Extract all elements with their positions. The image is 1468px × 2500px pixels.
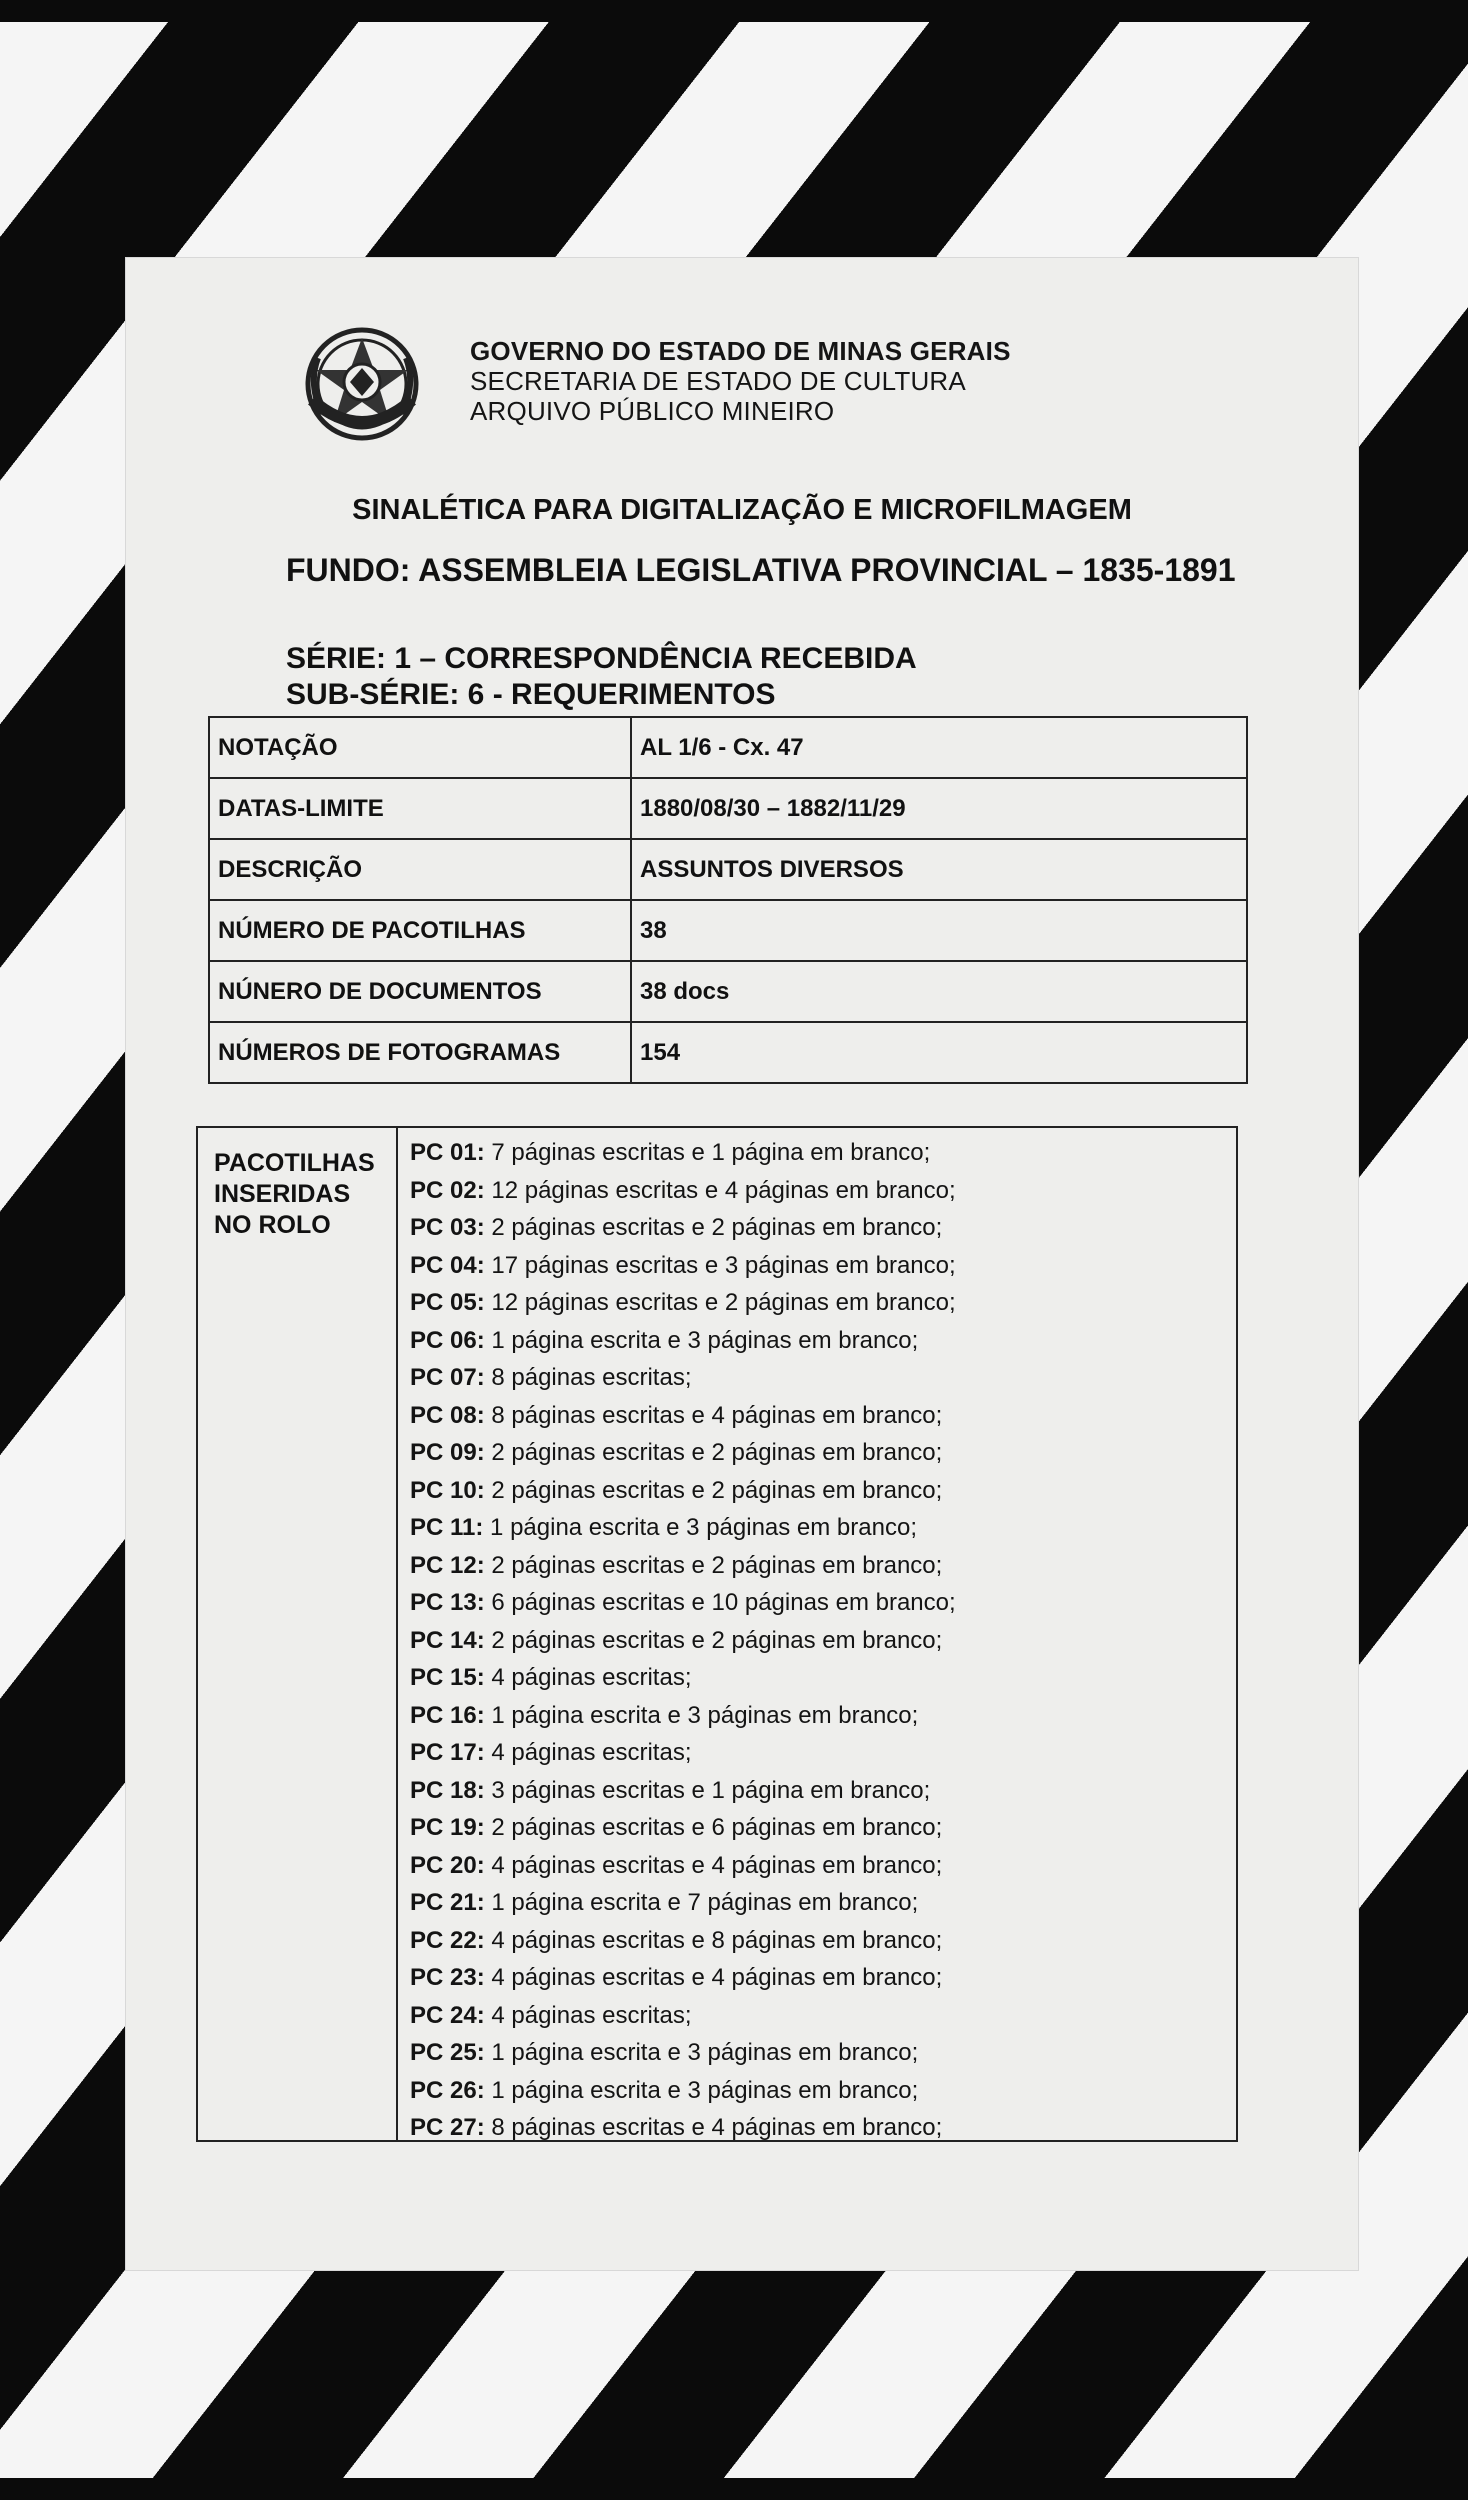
row-label: NÚNERO DE DOCUMENTOS <box>209 961 631 1022</box>
pc-text: 2 páginas escritas e 2 páginas em branco; <box>491 1439 943 1466</box>
list-item <box>410 1547 1230 1585</box>
row-value: ASSUNTOS DIVERSOS <box>631 839 1247 900</box>
list-item <box>410 2034 1230 2072</box>
pc-code: PC 13: <box>410 1589 485 1616</box>
pacotilhas-label: PACOTILHAS INSERIDAS NO ROLO <box>198 1128 398 2140</box>
list-item <box>410 1847 1230 1885</box>
pc-text: 1 página escrita e 3 páginas em branco; <box>491 1326 919 1354</box>
list-item <box>410 1809 1230 1847</box>
table-row <box>209 900 1247 961</box>
pc-code: PC 27: <box>410 2114 485 2141</box>
pc-code: PC 05: <box>410 1289 485 1316</box>
pc-code: PC 09: <box>410 1439 485 1466</box>
pc-code: PC 01: <box>410 1139 485 1166</box>
row-value: AL 1/6 - Cx. 47 <box>631 717 1247 778</box>
table-row <box>209 717 1247 778</box>
pc-code: PC 22: <box>410 1926 485 1954</box>
pc-text: 3 páginas escritas e 1 página em branco; <box>491 1776 931 1804</box>
frame-border-top <box>0 0 1468 22</box>
pc-text: 1 página escrita e 7 páginas em branco; <box>491 1889 919 1916</box>
pc-code: PC 07: <box>410 1364 485 1391</box>
secretariat-name: SECRETARIA DE ESTADO DE CULTURA <box>470 366 966 396</box>
subserie-heading: SUB-SÉRIE: 6 - REQUERIMENTOS <box>286 678 776 711</box>
table-row <box>209 1022 1247 1083</box>
list-item <box>410 1284 1230 1322</box>
government-name: GOVERNO DO ESTADO DE MINAS GERAIS <box>470 336 1011 366</box>
pc-code: PC 21: <box>410 1889 485 1916</box>
list-item <box>410 2072 1230 2110</box>
list-item <box>410 1884 1230 1922</box>
list-item <box>410 1359 1230 1397</box>
list-item <box>410 1172 1230 1210</box>
pc-text: 8 páginas escritas e 4 páginas em branco; <box>491 1401 943 1429</box>
fundo-heading: FUNDO: ASSEMBLEIA LEGISLATIVA PROVINCIAL – 1835-1891 <box>286 552 1236 588</box>
row-label: NÚMERO DE PACOTILHAS <box>209 900 631 961</box>
info-table <box>208 716 1248 1084</box>
list-item <box>410 1472 1230 1510</box>
list-item <box>410 1397 1230 1435</box>
document-sheet <box>126 258 1358 2270</box>
list-item <box>410 1322 1230 1360</box>
pc-text: 8 páginas escritas e 4 páginas em branco; <box>491 2114 943 2141</box>
list-item <box>410 1697 1230 1735</box>
pc-text: 2 páginas escritas e 2 páginas em branco; <box>491 1476 943 1504</box>
pc-text: 7 páginas escritas e 1 página em branco; <box>491 1139 931 1166</box>
pc-text: 4 páginas escritas; <box>491 2001 692 2029</box>
pc-code: PC 15: <box>410 1664 485 1691</box>
row-label: DESCRIÇÃO <box>209 839 631 900</box>
row-label: DATAS-LIMITE <box>209 778 631 839</box>
pacotilhas-table <box>196 1126 1238 2142</box>
pc-text: 6 páginas escritas e 10 páginas em branco; <box>491 1589 956 1616</box>
institution-block <box>470 336 1011 426</box>
list-item <box>410 1134 1230 1172</box>
pc-text: 2 páginas escritas e 2 páginas em branco; <box>491 1626 943 1654</box>
pc-code: PC 24: <box>410 2001 485 2029</box>
pc-text: 2 páginas escritas e 2 páginas em branco; <box>491 1214 943 1241</box>
row-value: 154 <box>631 1022 1247 1083</box>
pc-code: PC 12: <box>410 1551 485 1579</box>
row-label: NOTAÇÃO <box>209 717 631 778</box>
table-row <box>209 839 1247 900</box>
pc-text: 4 páginas escritas e 8 páginas em branco; <box>491 1926 943 1954</box>
pc-text: 4 páginas escritas e 4 páginas em branco; <box>491 1851 943 1879</box>
pc-text: 12 páginas escritas e 4 páginas em branco; <box>491 1176 956 1204</box>
pc-code: PC 02: <box>410 1176 485 1204</box>
list-item <box>410 1509 1230 1547</box>
list-item <box>410 1734 1230 1772</box>
row-value: 38 docs <box>631 961 1247 1022</box>
pc-text: 4 páginas escritas; <box>491 1739 692 1766</box>
pc-text: 2 páginas escritas e 6 páginas em branco; <box>491 1814 943 1841</box>
pc-text: 2 páginas escritas e 2 páginas em branco; <box>491 1551 943 1579</box>
list-item <box>410 1659 1230 1697</box>
pc-code: PC 20: <box>410 1851 485 1879</box>
archive-name: ARQUIVO PÚBLICO MINEIRO <box>470 396 835 426</box>
pc-text: 17 páginas escritas e 3 páginas em branco; <box>491 1251 956 1279</box>
pc-code: PC 03: <box>410 1214 485 1241</box>
list-item <box>410 1584 1230 1622</box>
pc-code: PC 25: <box>410 2039 485 2066</box>
pc-text: 8 páginas escritas; <box>491 1364 692 1391</box>
pc-text: 12 páginas escritas e 2 páginas em branco; <box>491 1289 956 1316</box>
list-item <box>410 1772 1230 1810</box>
list-item <box>410 1209 1230 1247</box>
pc-code: PC 18: <box>410 1776 485 1804</box>
pc-code: PC 19: <box>410 1814 485 1841</box>
pc-text: 1 página escrita e 3 páginas em branco; <box>490 1514 917 1541</box>
pc-code: PC 26: <box>410 2076 485 2104</box>
list-item <box>410 1997 1230 2035</box>
pc-code: PC 11: <box>410 1514 484 1541</box>
pc-text: 1 página escrita e 3 páginas em branco; <box>491 2076 919 2104</box>
table-row <box>209 778 1247 839</box>
pc-code: PC 14: <box>410 1626 485 1654</box>
pc-code: PC 06: <box>410 1326 485 1354</box>
frame-border-bottom <box>0 2478 1468 2500</box>
list-item <box>410 1434 1230 1472</box>
row-value: 38 <box>631 900 1247 961</box>
pc-text: 1 página escrita e 3 páginas em branco; <box>491 2039 919 2066</box>
list-item <box>410 1959 1230 1997</box>
pc-code: PC 16: <box>410 1701 485 1729</box>
list-item <box>410 1622 1230 1660</box>
pc-code: PC 08: <box>410 1401 485 1429</box>
row-value: 1880/08/30 – 1882/11/29 <box>631 778 1247 839</box>
serie-heading: SÉRIE: 1 – CORRESPONDÊNCIA RECEBIDA <box>286 642 917 675</box>
pc-text: 4 páginas escritas; <box>491 1664 692 1691</box>
state-seal-icon <box>298 324 426 448</box>
pc-code: PC 10: <box>410 1476 485 1504</box>
list-item <box>410 1922 1230 1960</box>
pc-text: 1 página escrita e 3 páginas em branco; <box>491 1701 919 1729</box>
pc-text: 4 páginas escritas e 4 páginas em branco; <box>491 1964 943 1991</box>
list-item <box>410 1247 1230 1285</box>
page-title: SINALÉTICA PARA DIGITALIZAÇÃO E MICROFILMAGEM <box>352 494 1132 526</box>
pc-code: PC 23: <box>410 1964 485 1991</box>
pacotilhas-list <box>410 1134 1230 2147</box>
pc-code: PC 04: <box>410 1251 485 1279</box>
pc-code: PC 17: <box>410 1739 485 1766</box>
table-row <box>209 961 1247 1022</box>
document-header <box>298 324 1198 454</box>
row-label: NÚMEROS DE FOTOGRAMAS <box>209 1022 631 1083</box>
list-item <box>410 2109 1230 2147</box>
